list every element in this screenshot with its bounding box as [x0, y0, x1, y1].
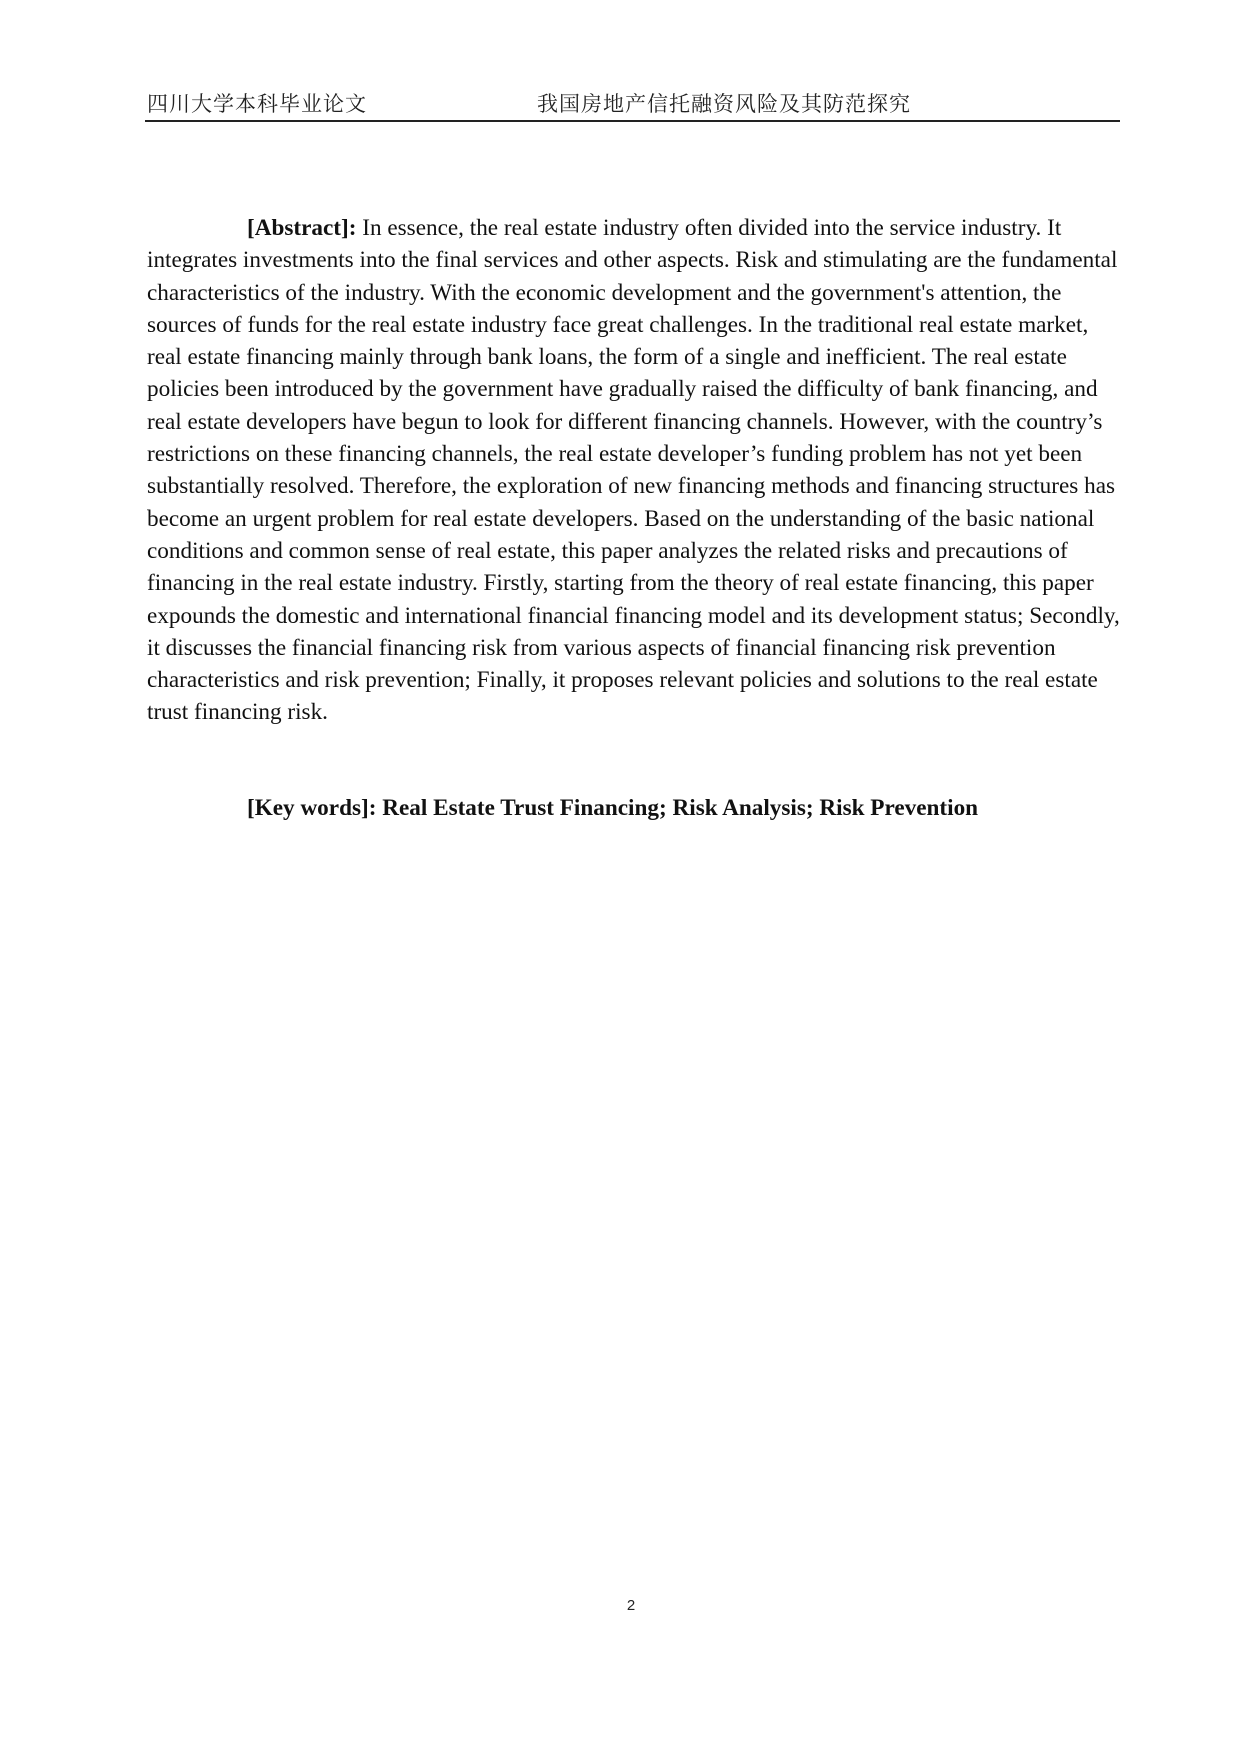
keywords-line: [Key words]: Real Estate Trust Financing; Risk Analysis; Risk Prevention [247, 795, 979, 821]
abstract-label: [Abstract]: [247, 215, 357, 241]
header-thesis-title: 我国房地产信托融资风险及其防范探究 [537, 92, 911, 116]
header-university-title: 四川大学本科毕业论文 [147, 92, 367, 116]
abstract-body: In essence, the real estate industry often divided into the service industry. It integrates investments into the final services and other aspects. Risk and stimulating are the fundamental characteristics of the industry. With the economic development and the government's attention, the sources of funds for the real estate industry face great challenges. In the traditional real estate market, real estate financing mainly through bank loans, the form of a single and inefficient. The real estate policies been introduced by the government have gradually raised the difficulty of bank financing, and real estate developers have begun to look for different financing channels. However, with the country’s restrictions on these financing channels, the real estate developer’s funding problem has not yet been substantially resolved. Therefore, the exploration of new financing methods and financing structures has become an urgent problem for real estate developers. Based on the understanding of the basic national conditions and common sense of real estate, this paper analyzes the related risks and precautions of financing in the real estate industry. Firstly, starting from the theory of real estate financing, this paper expounds the domestic and international financial financing model and its development status; Secondly, it discusses the financial financing risk from various aspects of financial financing risk prevention characteristics and risk prevention; Finally, it proposes relevant policies and solutions to the real estate trust financing risk. [147, 215, 1120, 726]
abstract-paragraph [147, 212, 1122, 729]
page-header [145, 86, 1120, 122]
page-number: 2 [626, 1597, 636, 1614]
